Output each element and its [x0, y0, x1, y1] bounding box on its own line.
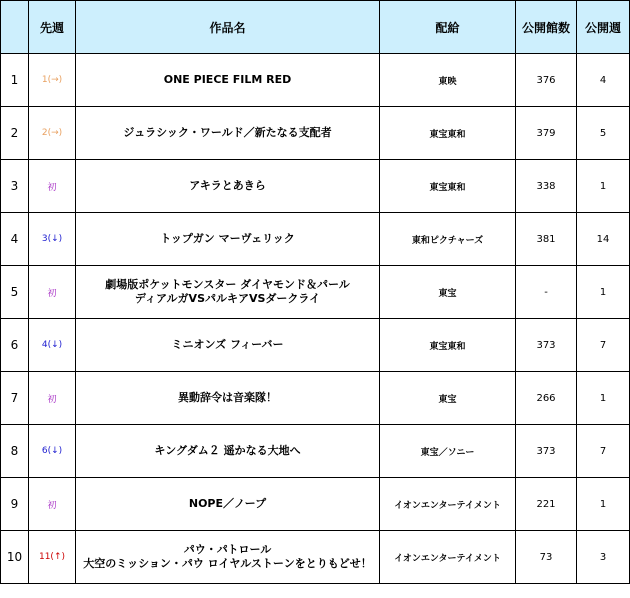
title-cell: [76, 160, 380, 213]
table-row: [1, 425, 630, 478]
table-row: [1, 531, 630, 584]
rank-cell: 9: [1, 478, 29, 531]
distributor-cell: 東和ピクチャーズ: [380, 213, 516, 266]
title-line: ミニオンズ フィーバー: [171, 338, 284, 351]
prev-week-cell: 11(↑): [29, 531, 76, 584]
prev-week-cell: 初: [29, 478, 76, 531]
weeks-cell: 7: [577, 425, 630, 478]
title-line: ONE PIECE FILM RED: [163, 73, 292, 86]
title-line: 異動辞令は音楽隊！: [178, 391, 277, 404]
prev-week-cell: 1(→): [29, 54, 76, 107]
title-cell: [76, 531, 380, 584]
distributor-cell: 東映: [380, 54, 516, 107]
title-line: NOPE／ノープ: [188, 497, 267, 510]
table-header-row: [1, 1, 630, 54]
header-weeks: 公開週: [577, 1, 630, 54]
distributor-cell: 東宝: [380, 266, 516, 319]
title-line: パウ・パトロール: [183, 543, 272, 556]
rank-cell: 5: [1, 266, 29, 319]
weeks-cell: 4: [577, 54, 630, 107]
rank-cell: 1: [1, 54, 29, 107]
distributor-cell: 東宝東和: [380, 160, 516, 213]
rank-cell: 8: [1, 425, 29, 478]
title-cell: [76, 107, 380, 160]
weeks-cell: 1: [577, 372, 630, 425]
theaters-cell: 379: [516, 107, 577, 160]
prev-week-cell: 6(↓): [29, 425, 76, 478]
title-cell: [76, 319, 380, 372]
distributor-cell: 東宝東和: [380, 107, 516, 160]
theaters-cell: 381: [516, 213, 577, 266]
weeks-cell: 1: [577, 266, 630, 319]
prev-week-cell: 初: [29, 372, 76, 425]
title-cell: [76, 213, 380, 266]
theaters-cell: 338: [516, 160, 577, 213]
prev-week-cell: 2(→): [29, 107, 76, 160]
title-cell: [76, 266, 380, 319]
rank-cell: 3: [1, 160, 29, 213]
title-cell: [76, 478, 380, 531]
theaters-cell: 266: [516, 372, 577, 425]
distributor-cell: イオンエンターテイメント: [380, 478, 516, 531]
table-body: [1, 54, 630, 584]
weeks-cell: 3: [577, 531, 630, 584]
weeks-cell: 14: [577, 213, 630, 266]
distributor-cell: 東宝: [380, 372, 516, 425]
table-row: [1, 266, 630, 319]
weeks-cell: 7: [577, 319, 630, 372]
title-cell: [76, 54, 380, 107]
table-row: [1, 372, 630, 425]
table-row: [1, 478, 630, 531]
prev-week-cell: 初: [29, 160, 76, 213]
table-row: [1, 319, 630, 372]
theaters-cell: 373: [516, 425, 577, 478]
theaters-cell: 373: [516, 319, 577, 372]
title-line: ディアルガVSパルキアVSダークライ: [134, 292, 321, 305]
table-row: [1, 54, 630, 107]
weeks-cell: 1: [577, 478, 630, 531]
rank-cell: 10: [1, 531, 29, 584]
title-line: アキラとあきら: [189, 179, 266, 192]
prev-week-cell: 4(↓): [29, 319, 76, 372]
rank-cell: 6: [1, 319, 29, 372]
rank-cell: 7: [1, 372, 29, 425]
weeks-cell: 1: [577, 160, 630, 213]
theaters-cell: 73: [516, 531, 577, 584]
title-line: トップガン マーヴェリック: [160, 232, 295, 245]
theaters-cell: 221: [516, 478, 577, 531]
title-line: ジュラシック・ワールド／新たなる支配者: [123, 126, 332, 139]
header-distributor: 配給: [380, 1, 516, 54]
rank-cell: 2: [1, 107, 29, 160]
title-line: 大空のミッション・パウ ロイヤルストーンをとりもどせ！: [83, 557, 372, 570]
header-theaters: 公開館数: [516, 1, 577, 54]
distributor-cell: イオンエンターテイメント: [380, 531, 516, 584]
title-cell: [76, 372, 380, 425]
table-row: [1, 160, 630, 213]
weeks-cell: 5: [577, 107, 630, 160]
rank-cell: 4: [1, 213, 29, 266]
prev-week-cell: 初: [29, 266, 76, 319]
theaters-cell: 376: [516, 54, 577, 107]
prev-week-cell: 3(↓): [29, 213, 76, 266]
table-row: [1, 213, 630, 266]
title-cell: [76, 425, 380, 478]
table-row: [1, 107, 630, 160]
header-title: 作品名: [76, 1, 380, 54]
header-rank: [1, 1, 29, 54]
theaters-cell: -: [516, 266, 577, 319]
distributor-cell: 東宝／ソニー: [380, 425, 516, 478]
title-line: キングダム２ 遥かなる大地へ: [154, 444, 301, 457]
distributor-cell: 東宝東和: [380, 319, 516, 372]
header-prev-week: 先週: [29, 1, 76, 54]
title-line: 劇場版ポケットモンスター ダイヤモンド＆パール: [105, 278, 350, 291]
